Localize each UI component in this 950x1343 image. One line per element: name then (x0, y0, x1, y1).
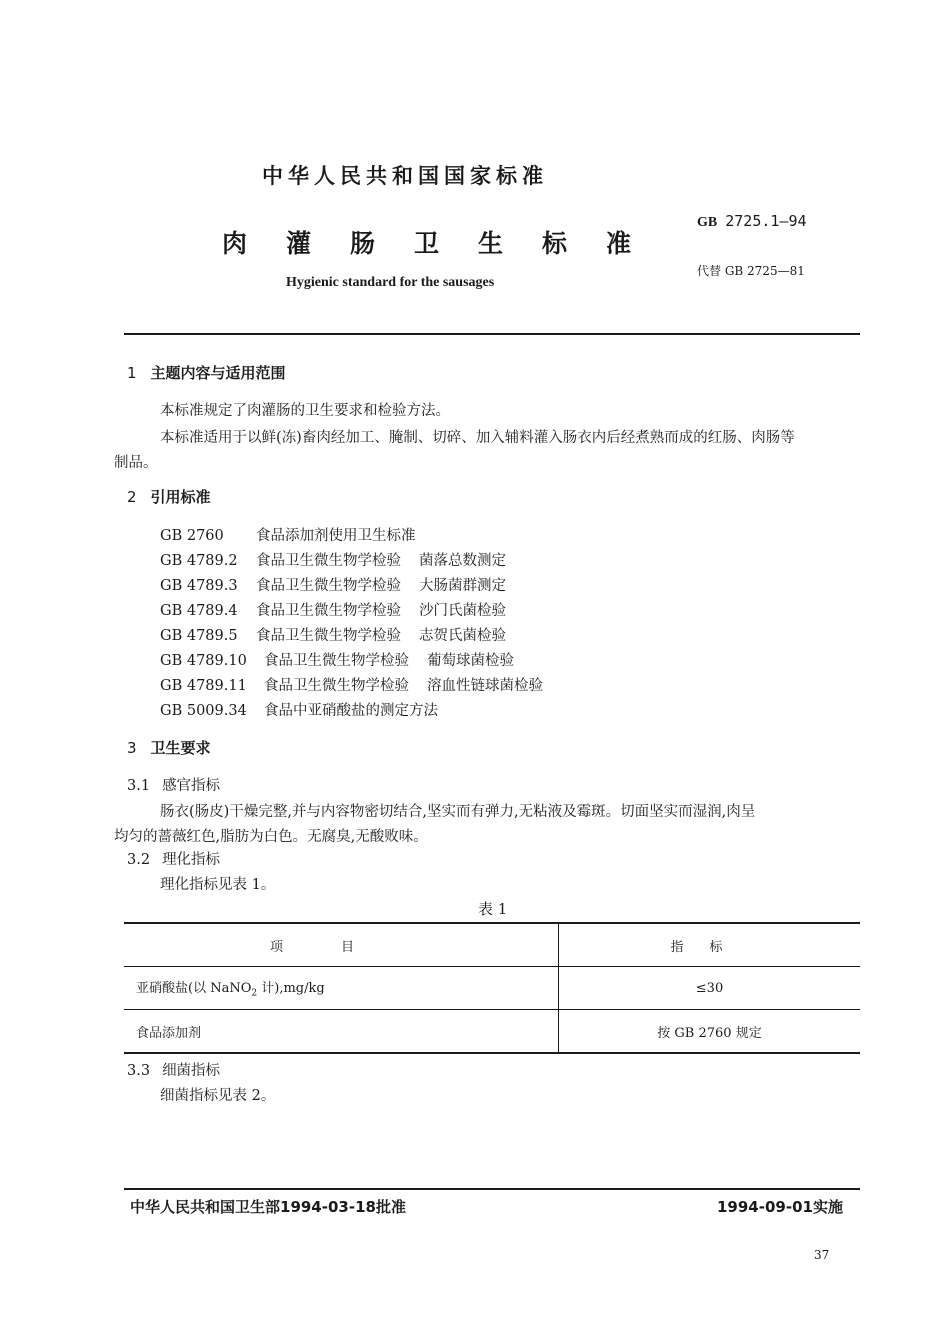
section-3-heading (127, 737, 211, 758)
subsection-number: 3.1 (127, 778, 151, 794)
table-header-value: 指标 (670, 939, 749, 955)
table-header-item: 项目 (124, 923, 559, 967)
subsection-number: 3.2 (127, 852, 151, 868)
reference-detail: 沙门氏菌检验 (419, 603, 506, 619)
subsection-3-1-line-2: 均匀的蔷薇红色,脂肪为白色。无腐臭,无酸败味。 (114, 829, 428, 845)
subsection-3-1-line-1: 肠衣(肠皮)干燥完整,并与内容物密切结合,坚实而有弹力,无粘液及霉斑。切面坚实而湿润,肉呈 (160, 804, 756, 820)
reference-row (160, 649, 514, 670)
reference-name: 食品卫生微生物学检验 (264, 678, 409, 694)
reference-code: GB 4789.10 (160, 653, 247, 669)
reference-row (160, 599, 506, 620)
item-text-suffix: 计),mg/kg (257, 981, 325, 997)
section-1-para-1: 本标准规定了肉灌肠的卫生要求和检验方法。 (160, 403, 450, 419)
table-cell-item: 食品添加剂 (124, 1010, 559, 1054)
reference-code: GB 2760 (160, 528, 224, 544)
section-2-heading (127, 486, 211, 507)
reference-code: GB 4789.2 (160, 553, 238, 569)
reference-detail: 菌落总数测定 (419, 553, 506, 569)
table-cell-value: ≤30 (695, 980, 724, 996)
reference-code: GB 4789.11 (160, 678, 247, 694)
table-cell-item (124, 967, 559, 1010)
table-cell-value: 按 GB 2760 规定 (657, 1025, 762, 1041)
subsection-3-3-line-1: 细菌指标见表 2。 (160, 1088, 276, 1104)
page-number: 37 (814, 1248, 830, 1262)
national-standard-heading: 中华人民共和国国家标准 (262, 163, 548, 188)
item-subscript: 2 (251, 988, 258, 999)
section-3-number: 3 (127, 739, 137, 757)
reference-row (160, 674, 543, 695)
reference-row (160, 549, 506, 570)
section-1-heading (127, 362, 286, 383)
reference-name: 食品卫生微生物学检验 (256, 603, 401, 619)
reference-name: 食品卫生微生物学检验 (256, 578, 401, 594)
section-2-number: 2 (127, 488, 137, 506)
document-title-english: Hygienic standard for the sausages (286, 275, 495, 290)
reference-name: 食品中亚硝酸盐的测定方法 (264, 703, 438, 719)
subsection-3-2-heading (127, 848, 220, 869)
header-rule (124, 333, 860, 335)
table-1 (124, 922, 860, 1054)
reference-row (160, 524, 416, 545)
document-title: 肉灌肠卫生标准 (222, 229, 671, 258)
replaces-standard: 代替 GB 2725—81 (697, 264, 805, 278)
section-1-para-2-line-2: 制品。 (114, 455, 158, 471)
section-1-title: 主题内容与适用范围 (150, 364, 286, 382)
reference-row (160, 574, 506, 595)
table-row (124, 1010, 860, 1054)
reference-row (160, 624, 506, 645)
subsection-title: 感官指标 (162, 778, 221, 794)
subsection-title: 细菌指标 (162, 1063, 221, 1079)
reference-detail: 葡萄球菌检验 (427, 653, 514, 669)
reference-code: GB 5009.34 (160, 703, 247, 719)
subsection-3-3-heading (127, 1059, 220, 1080)
table-header-row (124, 923, 860, 967)
reference-code: GB 4789.5 (160, 628, 238, 644)
subsection-title: 理化指标 (162, 852, 221, 868)
reference-name: 食品卫生微生物学检验 (256, 628, 401, 644)
item-text: 亚硝酸盐(以 NaNO (136, 981, 252, 997)
reference-detail: 溶血性链球菌检验 (427, 678, 543, 694)
reference-detail: 大肠菌群测定 (419, 578, 506, 594)
table-1-caption: 表 1 (478, 900, 508, 918)
reference-name: 食品添加剂使用卫生标准 (256, 528, 416, 544)
approval-date: 中华人民共和国卫生部1994-03-18批准 (130, 1198, 406, 1216)
reference-detail: 志贺氏菌检验 (419, 628, 506, 644)
footer-rule (124, 1188, 860, 1190)
subsection-number: 3.3 (127, 1063, 151, 1079)
standard-number (697, 212, 807, 231)
reference-code: GB 4789.3 (160, 578, 238, 594)
standard-code: 2725.1—94 (725, 212, 807, 230)
reference-name: 食品卫生微生物学检验 (256, 553, 401, 569)
implementation-date: 1994-09-01实施 (717, 1198, 843, 1216)
reference-row (160, 699, 438, 720)
reference-name: 食品卫生微生物学检验 (264, 653, 409, 669)
reference-code: GB 4789.4 (160, 603, 238, 619)
subsection-3-1-heading (127, 774, 220, 795)
section-1-para-2-line-1: 本标准适用于以鲜(冻)畜肉经加工、腌制、切碎、加入辅料灌入肠衣内后经煮熟而成的红肠、肉肠等 (160, 430, 795, 446)
table-row (124, 967, 860, 1010)
standard-prefix: GB (697, 215, 718, 230)
section-2-title: 引用标准 (150, 488, 211, 506)
section-1-number: 1 (127, 364, 137, 382)
section-3-title: 卫生要求 (150, 739, 211, 757)
subsection-3-2-line-1: 理化指标见表 1。 (160, 877, 276, 893)
